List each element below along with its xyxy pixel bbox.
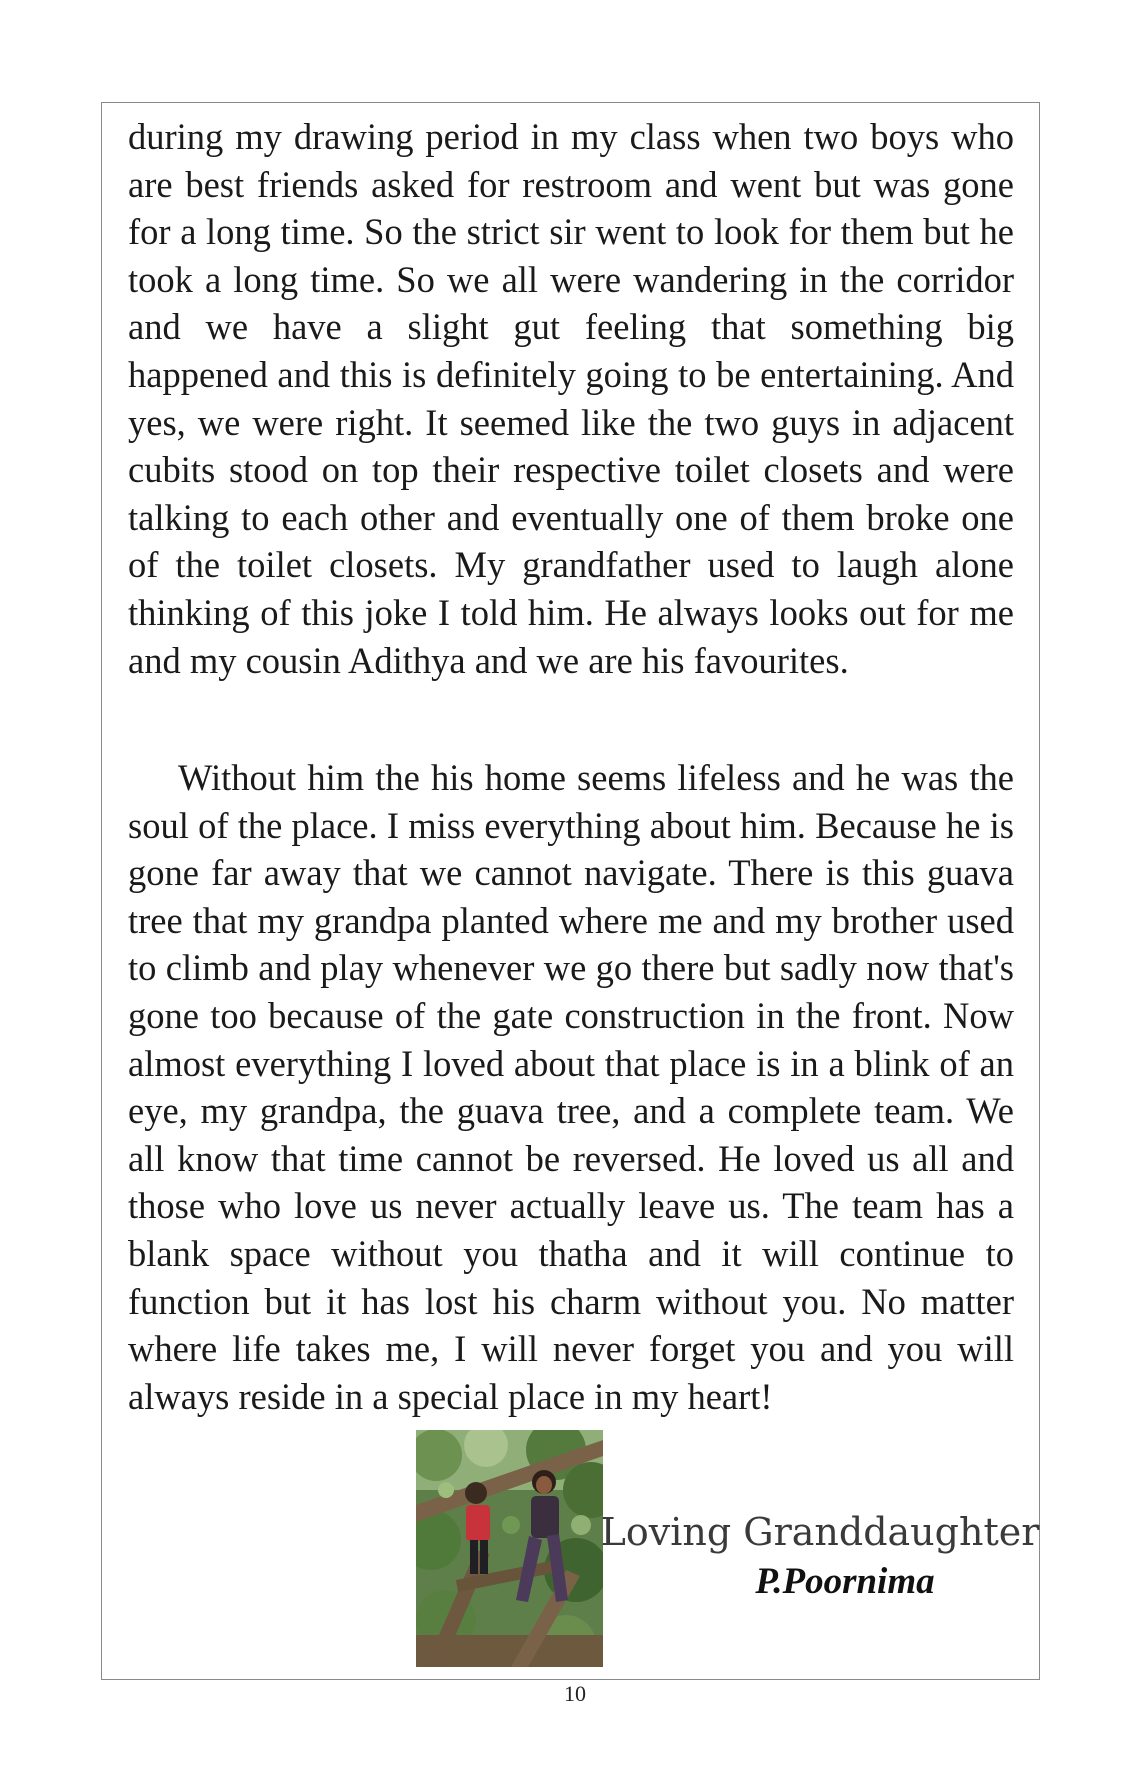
signature-name: P.Poornima xyxy=(755,1561,935,1602)
page-number: 10 xyxy=(564,1681,586,1706)
signature-role: Loving Granddaughter xyxy=(600,1510,1040,1554)
paragraph-1: during my drawing period in my class when two boys who are best friends asked for restroom and went but was gone for a long time. So the strict sir went to look for them but he took a long time. So we all were wandering in the corridor and we have a slight gut feeling that something big happened and this is definitely going to be entertaining. And yes, we were right. It seemed like the two guys in adjacent cubits stood on top their respective toilet closets and were talking to each other and eventually one of them broke one of the toilet closets. My grandfather used to laugh alone thinking of this joke I told him. He always looks out for me and my cousin Adithya and we are his favourites. xyxy=(128,116,1014,681)
paragraph-2: Without him the his home seems lifeless and he was the soul of the place. I miss everything about him. Because he is gone far away that we cannot navigate. There is this guava tree that my grandpa planted where me and my brother used to climb and play whenever we go there but sadly now that's gone too because of the gate construction in the front. Now almost everything I loved about that place is in a blink of an eye, my grandpa, the guava tree, and a complete team. We all know that time cannot be reversed. He loved us all and those who love us never actually leave us. The team has a blank space without you thatha and it will continue to function but it has lost his charm without you. No matter where life takes me, I will never forget you and you will always reside in a special place in my heart! xyxy=(128,757,1014,1417)
family-photo xyxy=(416,1430,603,1667)
